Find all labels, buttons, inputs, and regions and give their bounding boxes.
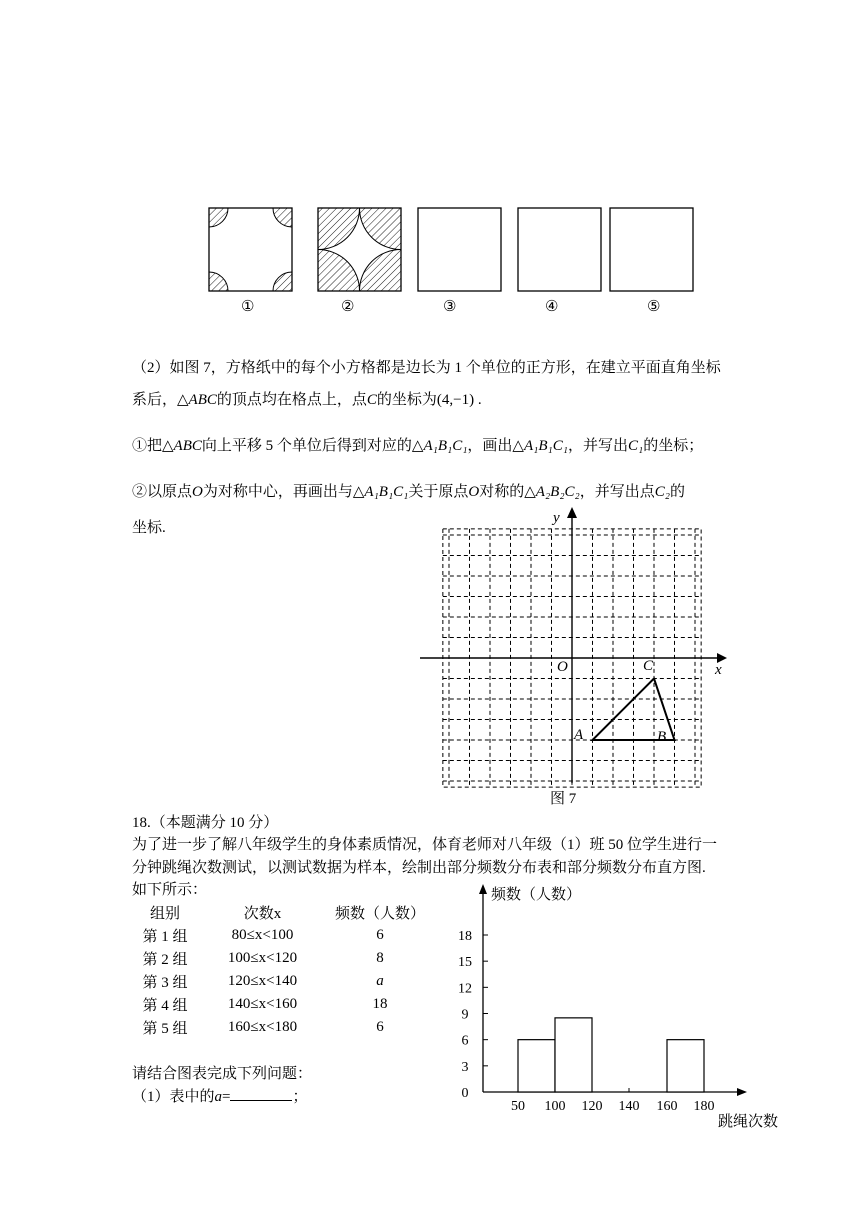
table-header: 频数（人数） xyxy=(334,906,425,922)
part2-line1: （2）如图 7，方格纸中的每个小方格都是边长为 1 个单位的正方形，在建立平面直角坐标 xyxy=(132,360,721,376)
table-cell: 第 2 组 xyxy=(142,952,188,968)
q18-paragraph-2: 分钟跳绳次数测试，以测试数据为样本，绘制出部分频数分布表和部分频数分布直方图. xyxy=(132,860,706,876)
table-cell: 8 xyxy=(376,950,384,966)
table-cell: 第 5 组 xyxy=(142,1021,188,1037)
table-cell: a xyxy=(376,973,384,989)
x-tick-label: 160 xyxy=(656,1099,678,1114)
table-cell: 第 3 组 xyxy=(142,975,188,991)
table-cell: 80≤x<100 xyxy=(231,927,294,943)
point-b-label: B xyxy=(657,729,667,745)
table-cell: 100≤x<120 xyxy=(227,950,298,966)
figure-label-1: ① xyxy=(241,299,255,315)
y-tick-label: 18 xyxy=(458,929,472,944)
histogram-y-arrow-icon xyxy=(479,884,487,894)
table-cell: 第 1 组 xyxy=(142,929,188,945)
figure-label-2: ② xyxy=(341,299,355,315)
histogram-bars xyxy=(518,1018,704,1092)
part2-line-last: 坐标. xyxy=(132,520,166,536)
q18-prompt: 请结合图表完成下列问题： xyxy=(132,1066,313,1082)
figure-label-4: ④ xyxy=(545,299,559,315)
y-tick-label: 9 xyxy=(461,1007,469,1023)
x-tick-label: 140 xyxy=(618,1099,640,1114)
histogram-x-arrow-icon xyxy=(737,1088,747,1096)
histogram-bar xyxy=(667,1040,704,1092)
y-axis-label: y xyxy=(553,510,560,526)
table-cell: 第 4 组 xyxy=(142,998,188,1014)
origin-label: O xyxy=(557,659,568,675)
y-tick-label: 15 xyxy=(458,955,472,971)
table-cell: 6 xyxy=(376,927,384,943)
point-c-label: C xyxy=(643,658,654,674)
table-cell: 140≤x<160 xyxy=(227,996,298,1012)
part2-question-2: ②以原点O为对称中心，再画出与△A₁B₁C₁关于原点O对称的△A₂B₂C₂，并写出点C₂的 xyxy=(132,484,686,500)
table-cell: 6 xyxy=(376,1019,384,1035)
figure-label-3: ③ xyxy=(443,299,457,315)
part2-line2: 系后，△ABC的顶点均在格点上，点C的坐标为(4,−1) . xyxy=(132,392,482,408)
histogram-bar xyxy=(518,1040,555,1092)
table-header: 次数x xyxy=(243,906,282,922)
figure-label-5: ⑤ xyxy=(647,299,661,315)
table-cell: 160≤x<180 xyxy=(227,1019,298,1035)
y-tick-label: 6 xyxy=(461,1033,469,1049)
figure-caption: 图 7 xyxy=(550,791,577,807)
part2-question-1: ①把△ABC向上平移 5 个单位后得到对应的△A₁B₁C₁，画出△A₁B₁C₁，并写出C₁的坐标； xyxy=(132,438,704,454)
histogram-y-label: 频数（人数） xyxy=(491,887,582,903)
q18-sub-question-1: （1）表中的a= ； xyxy=(132,1086,308,1107)
q18-paragraph-3: 如下所示： xyxy=(132,882,208,898)
x-tick-label: 50 xyxy=(511,1099,525,1114)
point-a-label: A xyxy=(574,727,584,743)
x-tick-label: 100 xyxy=(544,1099,566,1114)
table-cell: 18 xyxy=(372,996,388,1012)
x-tick-label: 180 xyxy=(693,1099,715,1114)
x-tick-label: 120 xyxy=(581,1099,603,1114)
histogram-x-label: 跳绳次数 xyxy=(718,1114,779,1130)
table-cell: 120≤x<140 xyxy=(227,973,298,989)
table-header: 组别 xyxy=(149,906,180,922)
y-tick-label: 12 xyxy=(458,981,472,997)
q18-heading: 18.（本题满分 10 分） xyxy=(132,815,279,831)
histogram-bar xyxy=(555,1018,592,1092)
q18-paragraph-1: 为了进一步了解八年级学生的身体素质情况，体育老师对八年级（1）班 50 位学生进行一 xyxy=(132,837,718,853)
x-axis-label: x xyxy=(715,662,722,678)
y-tick-label: 0 xyxy=(461,1086,469,1101)
y-tick-label: 3 xyxy=(461,1059,469,1075)
